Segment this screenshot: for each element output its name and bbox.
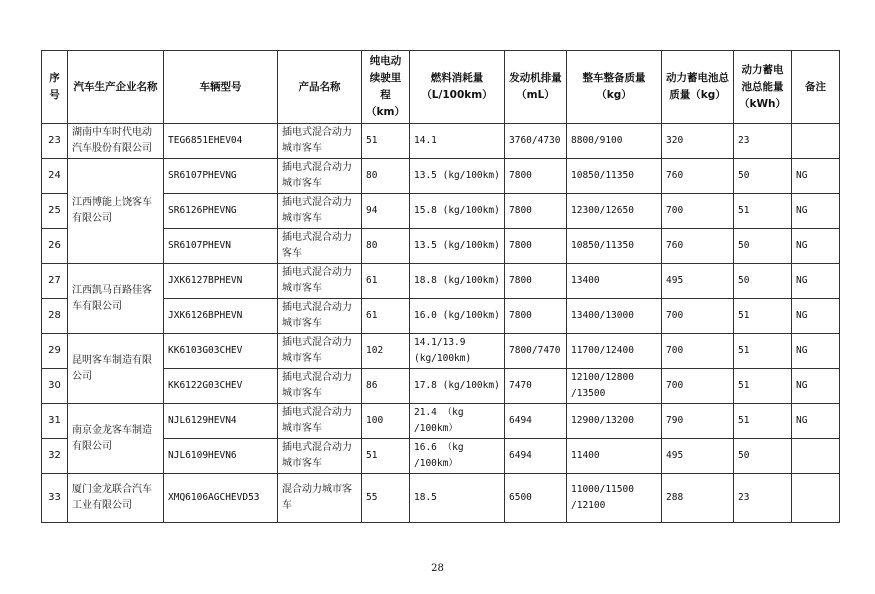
cell-seq: 31 xyxy=(42,404,68,439)
cell-displacement: 7800 xyxy=(505,159,567,194)
cell-note: NG xyxy=(792,159,840,194)
cell-curb-mass: 10850/11350 xyxy=(567,159,662,194)
cell-fuel: 14.1/13.9 (kg/100km) xyxy=(410,334,505,369)
cell-note: NG xyxy=(792,194,840,229)
cell-battery-energy: 23 xyxy=(734,124,792,159)
cell-battery-mass: 700 xyxy=(662,369,734,404)
cell-seq: 24 xyxy=(42,159,68,194)
cell-battery-energy: 50 xyxy=(734,439,792,474)
vehicle-catalog-table xyxy=(41,50,840,523)
cell-range: 100 xyxy=(362,404,410,439)
cell-seq: 32 xyxy=(42,439,68,474)
vehicle-table-container xyxy=(41,50,840,523)
cell-curb-mass: 13400 xyxy=(567,264,662,299)
cell-fuel: 16.6 （kg /100km） xyxy=(410,439,505,474)
cell-note xyxy=(792,439,840,474)
cell-company: 江西博能上饶客车有限公司 xyxy=(68,159,164,264)
cell-curb-mass: 12900/13200 xyxy=(567,404,662,439)
cell-fuel: 21.4 （kg /100km） xyxy=(410,404,505,439)
cell-note: NG xyxy=(792,404,840,439)
cell-battery-mass: 495 xyxy=(662,264,734,299)
cell-seq: 25 xyxy=(42,194,68,229)
cell-fuel: 13.5 (kg/100km) xyxy=(410,229,505,264)
cell-note: NG xyxy=(792,299,840,334)
cell-displacement: 6500 xyxy=(505,474,567,523)
cell-battery-mass: 495 xyxy=(662,439,734,474)
table-row xyxy=(42,404,840,439)
cell-battery-energy: 51 xyxy=(734,299,792,334)
cell-model: NJL6109HEVN6 xyxy=(164,439,278,474)
header-fuel: 燃料消耗量（L/100km） xyxy=(410,51,505,124)
cell-product: 插电式混合动力城市客车 xyxy=(278,369,362,404)
cell-range: 94 xyxy=(362,194,410,229)
header-displacement: 发动机排量（mL） xyxy=(505,51,567,124)
cell-model: NJL6129HEVN4 xyxy=(164,404,278,439)
cell-displacement: 7800 xyxy=(505,229,567,264)
cell-displacement: 6494 xyxy=(505,439,567,474)
cell-range: 61 xyxy=(362,264,410,299)
cell-battery-energy: 50 xyxy=(734,229,792,264)
cell-battery-energy: 51 xyxy=(734,404,792,439)
cell-seq: 26 xyxy=(42,229,68,264)
cell-battery-mass: 700 xyxy=(662,194,734,229)
cell-product: 插电式混合动力城市客车 xyxy=(278,404,362,439)
cell-battery-mass: 760 xyxy=(662,159,734,194)
cell-seq: 28 xyxy=(42,299,68,334)
cell-product: 混合动力城市客车 xyxy=(278,474,362,523)
header-note: 备注 xyxy=(792,51,840,124)
cell-note: NG xyxy=(792,369,840,404)
cell-range: 51 xyxy=(362,439,410,474)
table-row xyxy=(42,334,840,369)
cell-range: 80 xyxy=(362,159,410,194)
cell-company: 南京金龙客车制造有限公司 xyxy=(68,404,164,474)
cell-model: SR6107PHEVNG xyxy=(164,159,278,194)
cell-displacement: 7800/7470 xyxy=(505,334,567,369)
cell-range: 80 xyxy=(362,229,410,264)
cell-fuel: 18.8 (kg/100km) xyxy=(410,264,505,299)
header-model: 车辆型号 xyxy=(164,51,278,124)
table-row xyxy=(42,264,840,299)
cell-range: 55 xyxy=(362,474,410,523)
cell-note xyxy=(792,474,840,523)
cell-displacement: 7800 xyxy=(505,299,567,334)
cell-curb-mass: 12300/12650 xyxy=(567,194,662,229)
cell-fuel: 13.5 (kg/100km) xyxy=(410,159,505,194)
cell-company: 江西凯马百路佳客车有限公司 xyxy=(68,264,164,334)
cell-model: SR6107PHEVN xyxy=(164,229,278,264)
cell-displacement: 7470 xyxy=(505,369,567,404)
cell-company: 昆明客车制造有限公司 xyxy=(68,334,164,404)
cell-seq: 23 xyxy=(42,124,68,159)
header-seq: 序号 xyxy=(42,51,68,124)
cell-curb-mass: 11400 xyxy=(567,439,662,474)
cell-note: NG xyxy=(792,264,840,299)
cell-model: TEG6851EHEV04 xyxy=(164,124,278,159)
cell-battery-energy: 51 xyxy=(734,334,792,369)
cell-battery-energy: 23 xyxy=(734,474,792,523)
cell-seq: 33 xyxy=(42,474,68,523)
header-company: 汽车生产企业名称 xyxy=(68,51,164,124)
cell-curb-mass: 13400/13000 xyxy=(567,299,662,334)
cell-product: 插电式混合动力城市客车 xyxy=(278,194,362,229)
cell-product: 插电式混合动力城市客车 xyxy=(278,299,362,334)
header-range: 纯电动续驶里程（km） xyxy=(362,51,410,124)
table-row xyxy=(42,124,840,159)
cell-note: NG xyxy=(792,334,840,369)
cell-battery-energy: 50 xyxy=(734,159,792,194)
cell-fuel: 18.5 xyxy=(410,474,505,523)
table-row xyxy=(42,159,840,194)
cell-curb-mass: 12100/12800 /13500 xyxy=(567,369,662,404)
cell-model: SR6126PHEVNG xyxy=(164,194,278,229)
cell-company: 厦门金龙联合汽车工业有限公司 xyxy=(68,474,164,523)
cell-range: 61 xyxy=(362,299,410,334)
cell-product: 插电式混合动力城市客车 xyxy=(278,334,362,369)
cell-product: 插电式混合动力客车 xyxy=(278,229,362,264)
cell-fuel: 16.0 (kg/100km) xyxy=(410,299,505,334)
cell-curb-mass: 10850/11350 xyxy=(567,229,662,264)
cell-range: 86 xyxy=(362,369,410,404)
cell-range: 51 xyxy=(362,124,410,159)
table-row xyxy=(42,474,840,523)
cell-company: 湖南中车时代电动汽车股份有限公司 xyxy=(68,124,164,159)
cell-battery-mass: 700 xyxy=(662,299,734,334)
cell-product: 插电式混合动力城市客车 xyxy=(278,124,362,159)
table-header-row xyxy=(42,51,840,124)
cell-product: 插电式混合动力城市客车 xyxy=(278,264,362,299)
page-number: 28 xyxy=(431,563,444,574)
cell-battery-energy: 51 xyxy=(734,369,792,404)
cell-battery-energy: 50 xyxy=(734,264,792,299)
cell-curb-mass: 11700/12400 xyxy=(567,334,662,369)
cell-battery-mass: 700 xyxy=(662,334,734,369)
cell-displacement: 6494 xyxy=(505,404,567,439)
cell-model: JXK6127BPHEVN xyxy=(164,264,278,299)
cell-seq: 29 xyxy=(42,334,68,369)
header-product: 产品名称 xyxy=(278,51,362,124)
cell-note xyxy=(792,124,840,159)
cell-displacement: 7800 xyxy=(505,264,567,299)
cell-battery-mass: 320 xyxy=(662,124,734,159)
cell-seq: 27 xyxy=(42,264,68,299)
cell-battery-mass: 760 xyxy=(662,229,734,264)
header-battery-mass: 动力蓄电池总质量（kg） xyxy=(662,51,734,124)
cell-product: 插电式混合动力城市客车 xyxy=(278,159,362,194)
cell-model: JXK6126BPHEVN xyxy=(164,299,278,334)
cell-curb-mass: 11000/11500 /12100 xyxy=(567,474,662,523)
cell-displacement: 3760/4730 xyxy=(505,124,567,159)
cell-displacement: 7800 xyxy=(505,194,567,229)
cell-fuel: 15.8 (kg/100km) xyxy=(410,194,505,229)
cell-fuel: 17.8 (kg/100km) xyxy=(410,369,505,404)
cell-battery-mass: 288 xyxy=(662,474,734,523)
header-battery-energy: 动力蓄电池总能量（kWh） xyxy=(734,51,792,124)
cell-model: KK6122G03CHEV xyxy=(164,369,278,404)
cell-curb-mass: 8800/9100 xyxy=(567,124,662,159)
cell-seq: 30 xyxy=(42,369,68,404)
cell-battery-mass: 790 xyxy=(662,404,734,439)
header-curb-mass: 整车整备质量（kg） xyxy=(567,51,662,124)
cell-model: KK6103G03CHEV xyxy=(164,334,278,369)
cell-range: 102 xyxy=(362,334,410,369)
cell-fuel: 14.1 xyxy=(410,124,505,159)
cell-battery-energy: 51 xyxy=(734,194,792,229)
cell-note: NG xyxy=(792,229,840,264)
cell-product: 插电式混合动力城市客车 xyxy=(278,439,362,474)
cell-model: XMQ6106AGCHEVD53 xyxy=(164,474,278,523)
